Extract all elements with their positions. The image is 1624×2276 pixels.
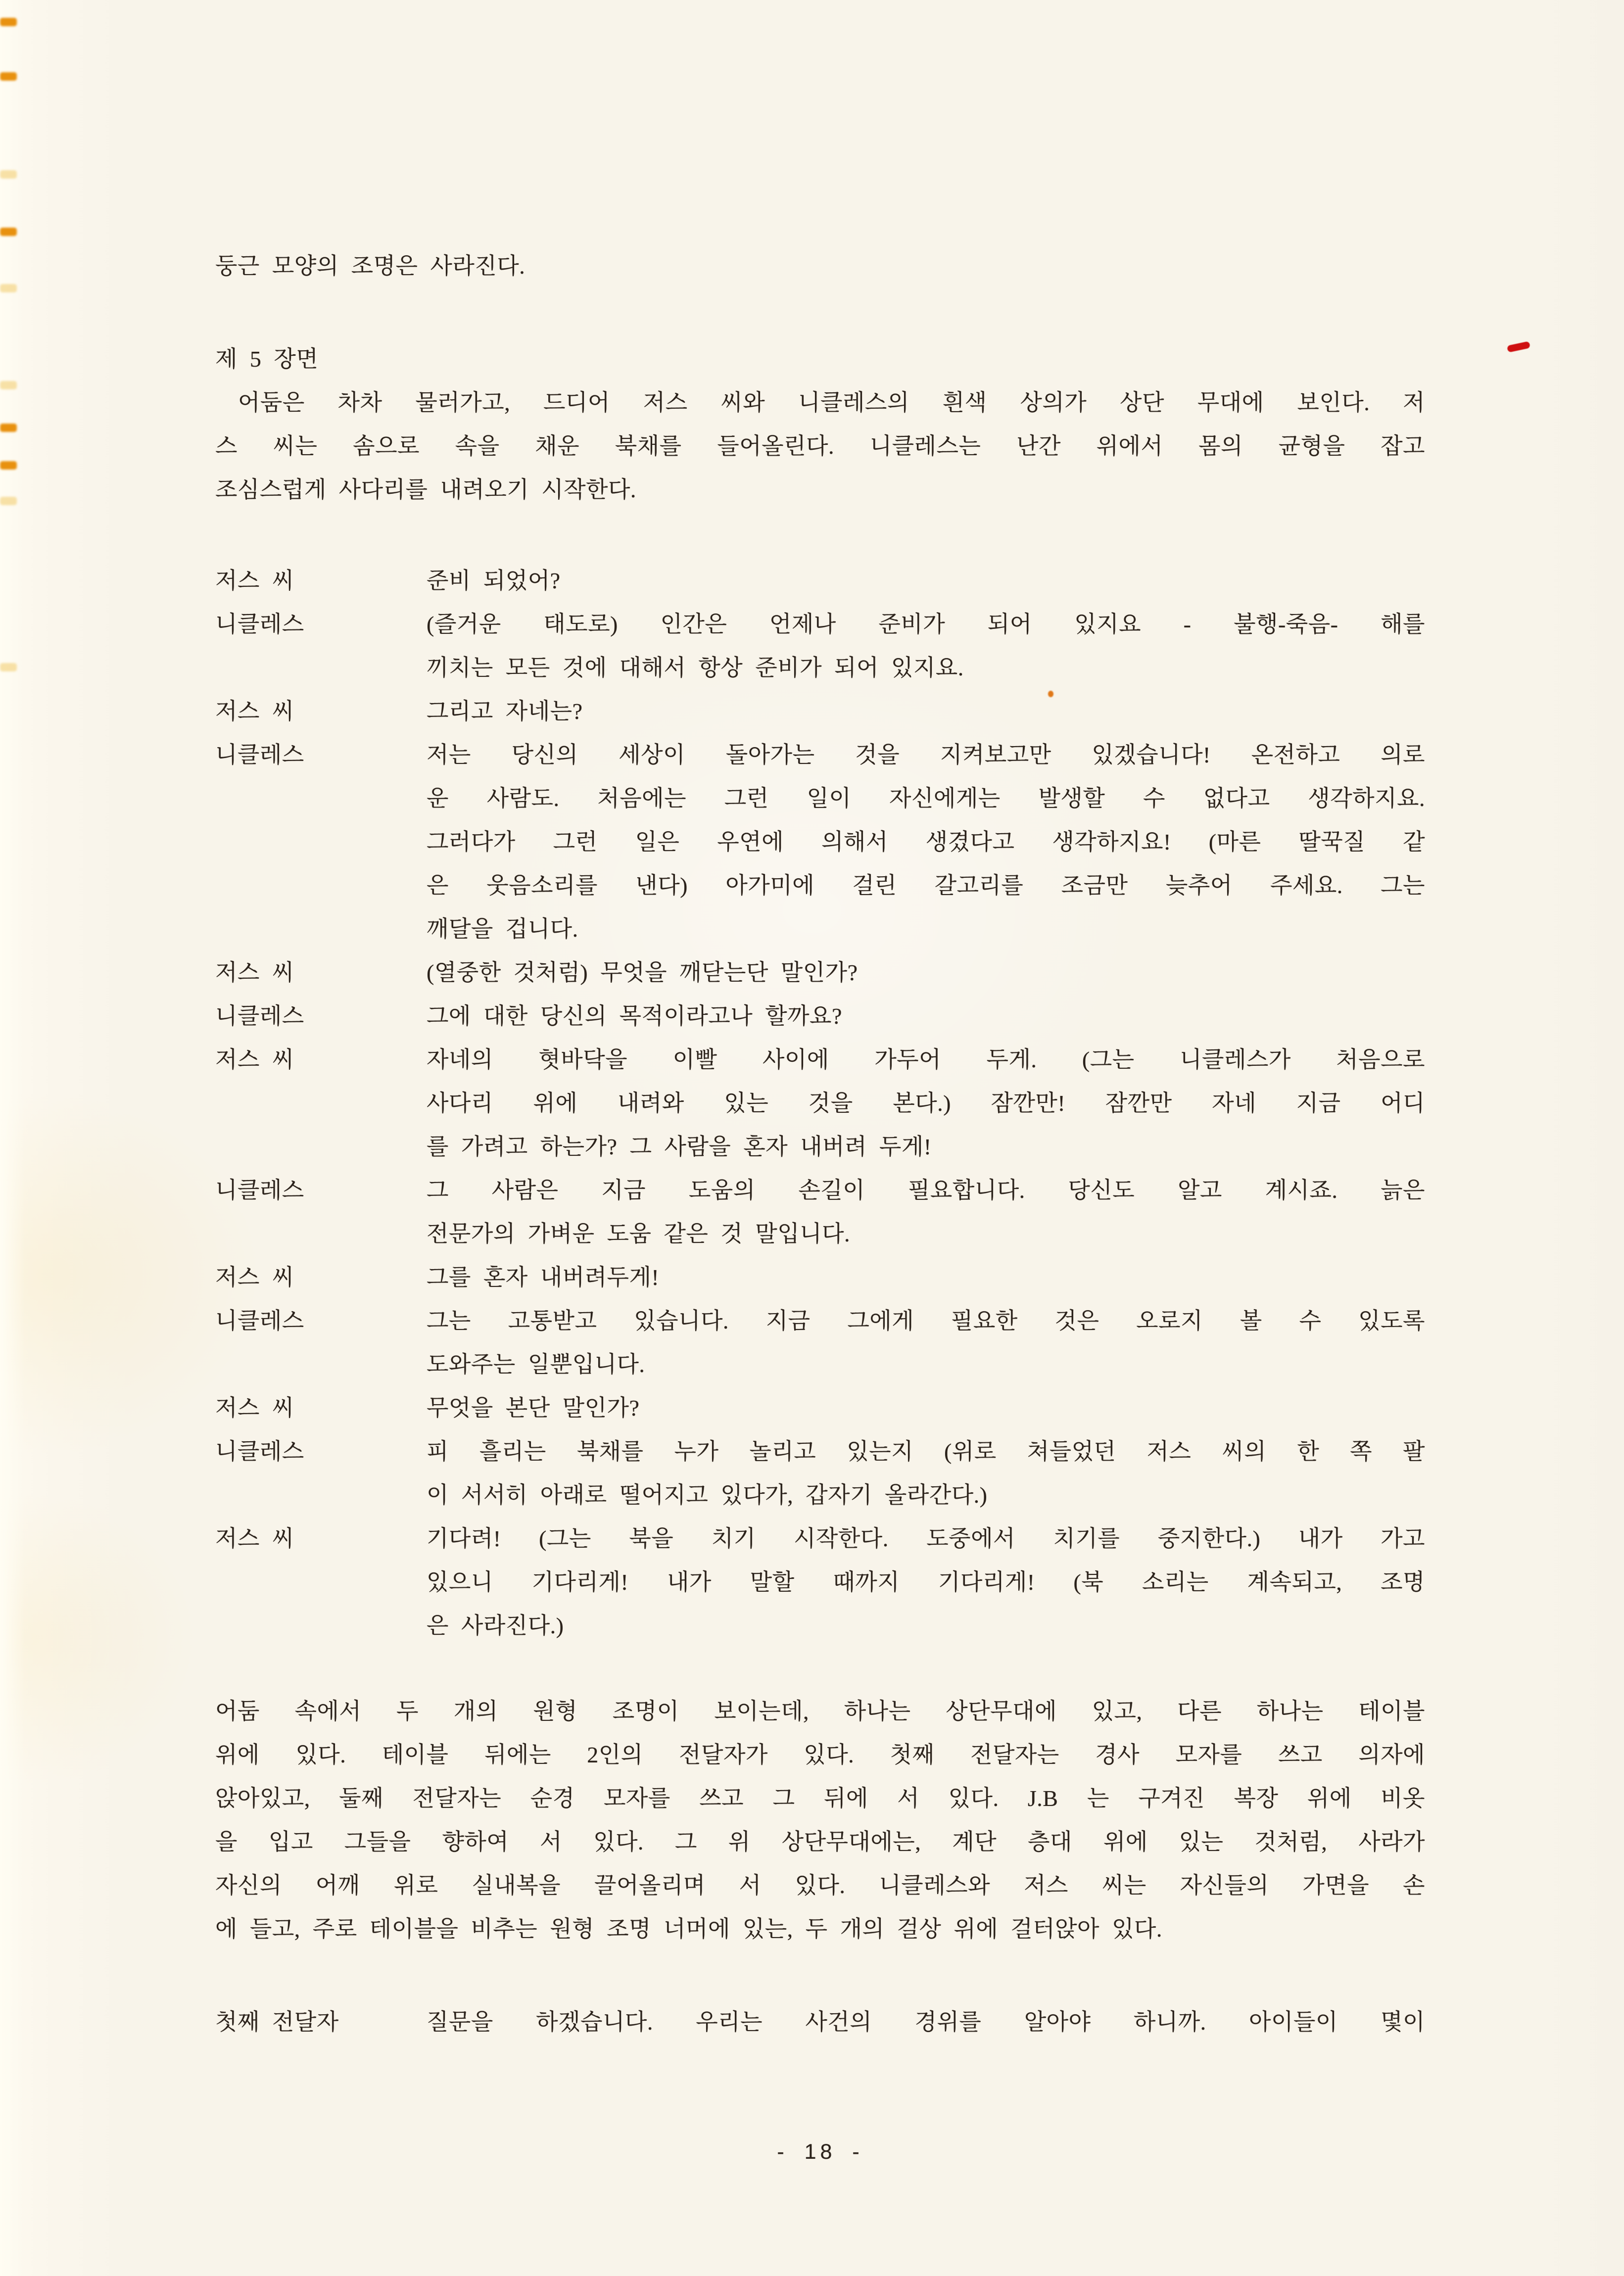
speech: [427, 1386, 1425, 1430]
dialogue-block: [215, 559, 1425, 1648]
text-line: 을 입고 그들을 향하여 서 있다. 그 위 상단무대에는, 계단 층대 위에 있는 것처럼, 사라가: [215, 1829, 1425, 1854]
speaker-label: 니클레스: [215, 1003, 304, 1029]
binding-stain-mark: [0, 663, 17, 671]
speech-line: 그리고 자네는?: [427, 699, 583, 724]
speech-line: 를 가려고 하는가? 그 사람을 혼자 내버려 두게!: [427, 1134, 932, 1159]
text-line: 에 들고, 주로 테이블을 비추는 원형 조명 너머에 있는, 두 개의 걸상 위에 걸터앉아 있다.: [215, 1916, 1162, 1942]
dialogue-turn: [215, 733, 1425, 951]
speaker-label: 저스 씨: [215, 960, 294, 985]
speech-line: 이 서서히 아래로 떨어지고 있다가, 갑자기 올라간다.): [427, 1482, 988, 1508]
text-line: 위에 있다. 테이블 뒤에는 2인의 전달자가 있다. 첫째 전달자는 경사 모자를 쓰고 의자에: [215, 1742, 1425, 1767]
speaker-label: 저스 씨: [215, 699, 294, 724]
speaker-label: 저스 씨: [215, 1526, 294, 1551]
speech-line: 은 웃음소리를 낸다) 아가미에 걸린 갈고리를 조금만 늦추어 주세요. 그는: [427, 873, 1425, 898]
opening-stage-direction: 둥근 모양의 조명은 사라진다.: [215, 253, 525, 279]
speech: [427, 1299, 1425, 1386]
text-line: 앉아있고, 둘째 전달자는 순경 모자를 쓰고 그 뒤에 서 있다. J.B 는 구겨진 복장 위에 비옷: [215, 1786, 1425, 1811]
speech: [427, 1256, 1425, 1299]
speech-line: 있으니 기다리게! 내가 말할 때까지 기다리게! (북 소리는 계속되고, 조명: [427, 1569, 1425, 1595]
binding-stain-mark: [0, 461, 17, 470]
binding-stain-mark: [0, 170, 17, 179]
speech-line: 전문가의 가벼운 도움 같은 것 말입니다.: [427, 1221, 850, 1246]
speech-line: 그 사람은 지금 도움의 손길이 필요합니다. 당신도 알고 계시죠. 늙은: [427, 1178, 1425, 1203]
speaker-label: 니클레스: [215, 612, 304, 637]
dialogue-turn: [215, 1299, 1425, 1386]
dialogue-turn: [215, 2000, 1425, 2044]
dialogue-turn: [215, 951, 1425, 995]
dialogue-turn: [215, 1256, 1425, 1299]
red-pen-mark: [1507, 341, 1530, 352]
dialogue-turn: [215, 603, 1425, 690]
scene-heading: 제 5 장면: [215, 346, 319, 372]
speaker-label: 저스 씨: [215, 1047, 294, 1072]
dialogue-turn: [215, 1430, 1425, 1517]
binding-stain-mark: [0, 284, 17, 292]
speech: [427, 1038, 1425, 1169]
binding-stain-mark: [0, 424, 17, 432]
speaker-label: 저스 씨: [215, 568, 294, 593]
text-line: 스 씨는 솜으로 속을 채운 북채를 들어올린다. 니클레스는 난간 위에서 몸의 균형을 잡고: [215, 433, 1425, 459]
speech-line: 끼치는 모든 것에 대해서 항상 준비가 되어 있지요.: [427, 655, 964, 680]
text-line: 어둠은 차차 물러가고, 드디어 저스 씨와 니클레스의 흰색 상의가 상단 무대에 보인다. 저: [238, 390, 1425, 415]
speech-line: (열중한 것처럼) 무엇을 깨닫는단 말인가?: [427, 960, 858, 985]
binding-stain-mark: [0, 228, 17, 236]
scene-intro-paragraph: [215, 381, 1425, 512]
speaker-label: 저스 씨: [215, 1395, 294, 1421]
speech: [427, 603, 1425, 690]
speaker-label: 니클레스: [215, 1178, 304, 1203]
speech-line: (즐거운 태도로) 인간은 언제나 준비가 되어 있지요 - 불행-죽음- 해를: [427, 612, 1425, 637]
speech: [427, 1517, 1425, 1648]
dialogue-turn: [215, 995, 1425, 1038]
dialogue-turn: [215, 1386, 1425, 1430]
speech: [427, 1430, 1425, 1517]
speech-line: 도와주는 일뿐입니다.: [427, 1352, 645, 1377]
speech-line: 질문을 하겠습니다. 우리는 사건의 경위를 알아야 하니까. 아이들이 몇이: [427, 2009, 1425, 2035]
dialogue-turn: [215, 1038, 1425, 1169]
dialogue-turn: [215, 690, 1425, 733]
dialogue-turn: [215, 1517, 1425, 1648]
binding-stain-mark: [0, 72, 17, 81]
text-line: 자신의 어깨 위로 실내복을 끌어올리며 서 있다. 니클레스와 저스 씨는 자신들의 가면을 손: [215, 1873, 1425, 1898]
speaker-label: 니클레스: [215, 1308, 304, 1333]
speech: [427, 995, 1425, 1038]
speech: [427, 951, 1425, 995]
speech-line: 준비 되었어?: [427, 568, 561, 593]
speech-line: 은 사라진다.): [427, 1613, 564, 1638]
dialogue-block-continued: [215, 2000, 1425, 2044]
speech-line: 그에 대한 당신의 목적이라고나 할까요?: [427, 1003, 842, 1029]
binding-stain-mark: [0, 381, 17, 389]
speaker-label: 저스 씨: [215, 1265, 294, 1290]
speech: [427, 733, 1425, 951]
speech-line: 그를 혼자 내버려두게!: [427, 1265, 660, 1290]
speech-line: 기다려! (그는 북을 치기 시작한다. 도중에서 치기를 중지한다.) 내가 가고: [427, 1526, 1425, 1551]
speech-line: 그러다가 그런 일은 우연에 의해서 생겼다고 생각하지요! (마른 딸꾹질 같: [427, 829, 1425, 854]
speech-line: 사다리 위에 내려와 있는 것을 본다.) 잠깐만! 잠깐만 자네 지금 어디: [427, 1091, 1425, 1116]
speaker-label: 첫째 전달자: [215, 2009, 339, 2035]
speech: [427, 559, 1425, 603]
speaker-label: 니클레스: [215, 1439, 304, 1464]
binding-edge: [0, 0, 25, 2276]
binding-stain-mark: [0, 497, 17, 505]
speech-line: 무엇을 본단 말인가?: [427, 1395, 640, 1421]
binding-stain-mark: [0, 18, 17, 26]
dialogue-turn: [215, 559, 1425, 603]
speech-line: 저는 당신의 세상이 돌아가는 것을 지켜보고만 있겠습니다! 온전하고 의로: [427, 742, 1425, 767]
speech-line: 자네의 혓바닥을 이빨 사이에 가두어 두게. (그는 니클레스가 처음으로: [427, 1047, 1425, 1072]
dialogue-turn: [215, 1169, 1425, 1256]
text-line: 어둠 속에서 두 개의 원형 조명이 보이는데, 하나는 상단무대에 있고, 다른 하나는 테이블: [215, 1699, 1425, 1724]
speech-line: 운 사람도. 처음에는 그런 일이 자신에게는 발생할 수 없다고 생각하지요.: [427, 786, 1425, 811]
page-content: [215, 0, 1425, 2174]
interlude-stage-direction-paragraph: [215, 1690, 1425, 1951]
speech-line: 깨달을 겁니다.: [427, 916, 578, 942]
speech: [427, 1169, 1425, 1256]
page-number: - 18 -: [777, 2140, 863, 2164]
speech: [427, 690, 1425, 733]
speech: [427, 2000, 1425, 2044]
text-line: 조심스럽게 사다리를 내려오기 시작한다.: [215, 477, 636, 502]
speech-line: 그는 고통받고 있습니다. 지금 그에게 필요한 것은 오로지 볼 수 있도록: [427, 1308, 1425, 1333]
speech-line: 피 흘리는 북채를 누가 놀리고 있는지 (위로 쳐들었던 저스 씨의 한 쪽 팔: [427, 1439, 1425, 1464]
speaker-label: 니클레스: [215, 742, 304, 767]
